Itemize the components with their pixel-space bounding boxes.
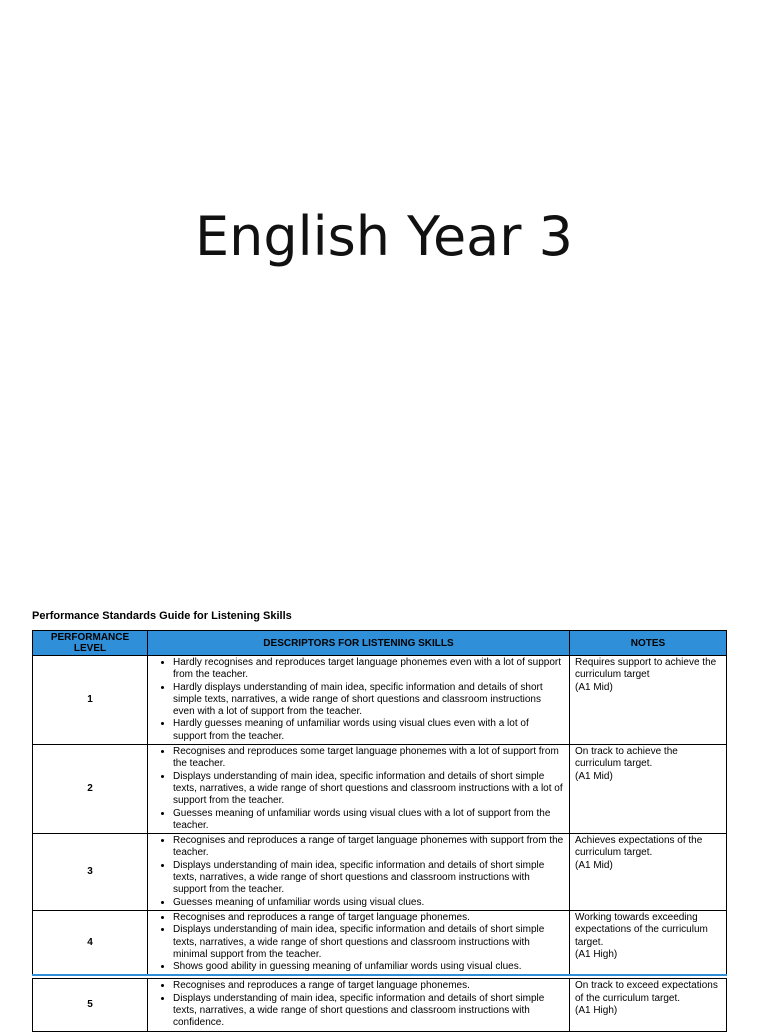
performance-level-cell: 3 [33, 834, 148, 911]
descriptor-list [153, 835, 564, 909]
descriptor-item: • Hardly guesses meaning of unfamiliar words using visual clues even with a lot of support from the teacher. [173, 718, 564, 743]
descriptor-item: • Displays understanding of main idea, specific information and details of short simple texts, narratives, a wide range of short questions and classroom instructions with confidence. [173, 993, 564, 1030]
descriptor-item: • Recognises and reproduces some target language phonemes with a lot of support from the teacher. [173, 746, 564, 771]
descriptor-list [153, 657, 564, 743]
header-descriptors: DESCRIPTORS FOR LISTENING SKILLS [148, 631, 570, 656]
note-line: Requires support to achieve the curriculum target [575, 657, 717, 681]
descriptor-item: • Displays understanding of main idea, specific information and details of short simple texts, narratives, a wide range of short questions and classroom instructions with a lot of support from the teacher. [173, 771, 564, 808]
descriptor-item: • Guesses meaning of unfamiliar words using visual clues. [173, 897, 564, 909]
descriptor-list [153, 980, 564, 1029]
descriptor-list [153, 746, 564, 832]
table-row [33, 979, 727, 1031]
note-line: (A1 High) [575, 1005, 618, 1017]
table-header-row [33, 631, 727, 656]
performance-standards-table [32, 630, 727, 1032]
descriptor-item: • Hardly recognises and reproduces target language phonemes even with a lot of support from the teacher. [173, 657, 564, 682]
table-row [33, 910, 727, 975]
note-line: Working towards exceeding expectations of the curriculum target. [575, 911, 708, 948]
note-line: (A1 Mid) [575, 770, 613, 782]
performance-level-cell: 4 [33, 910, 148, 975]
notes-cell [570, 910, 727, 975]
header-performance-level: PERFORMANCE LEVEL [33, 631, 148, 656]
descriptor-item: • Recognises and reproduces a range of target language phonemes. [173, 912, 564, 924]
notes-cell [570, 979, 727, 1031]
note-line: (A1 High) [575, 948, 618, 960]
notes-cell [570, 656, 727, 745]
table-row [33, 834, 727, 911]
note-line: On track to achieve the curriculum target. [575, 746, 678, 770]
descriptor-item: • Shows good ability in guessing meaning of unfamiliar words using visual clues. [173, 961, 564, 973]
descriptors-cell [148, 910, 570, 975]
header-notes: NOTES [570, 631, 727, 656]
performance-level-cell: 5 [33, 979, 148, 1031]
table-body [33, 656, 727, 1032]
table-row [33, 656, 727, 745]
performance-level-cell: 2 [33, 745, 148, 834]
notes-cell [570, 834, 727, 911]
descriptors-cell [148, 834, 570, 911]
descriptor-list [153, 912, 564, 973]
notes-cell [570, 745, 727, 834]
guide-heading: Performance Standards Guide for Listening Skills [32, 610, 292, 622]
descriptors-cell [148, 745, 570, 834]
note-line: (A1 Mid) [575, 859, 613, 871]
descriptor-item: • Guesses meaning of unfamiliar words using visual clues with a lot of support from the teacher. [173, 808, 564, 833]
note-line: On track to exceed expectations of the curriculum target. [575, 980, 718, 1004]
note-line: Achieves expectations of the curriculum target. [575, 835, 703, 859]
descriptor-item: • Recognises and reproduces a range of target language phonemes with support from the teacher. [173, 835, 564, 860]
descriptor-item: • Displays understanding of main idea, specific information and details of short simple texts, narratives, a wide range of short questions and classroom instructions with minimal support from the teacher. [173, 924, 564, 961]
descriptor-item: • Displays understanding of main idea, specific information and details of short simple texts, narratives, a wide range of short questions and classroom instructions with support from the teacher. [173, 860, 564, 897]
descriptor-item: • Recognises and reproduces a range of target language phonemes. [173, 980, 564, 992]
descriptors-cell [148, 656, 570, 745]
note-line: (A1 Mid) [575, 681, 613, 693]
descriptors-cell [148, 979, 570, 1031]
performance-level-cell: 1 [33, 656, 148, 745]
slide-title: English Year 3 [195, 205, 573, 268]
descriptor-item: • Hardly displays understanding of main idea, specific information and details of short simple texts, narratives, a wide range of short questions and classroom instructions even with a lot of support from the teacher. [173, 682, 564, 719]
table-row [33, 745, 727, 834]
